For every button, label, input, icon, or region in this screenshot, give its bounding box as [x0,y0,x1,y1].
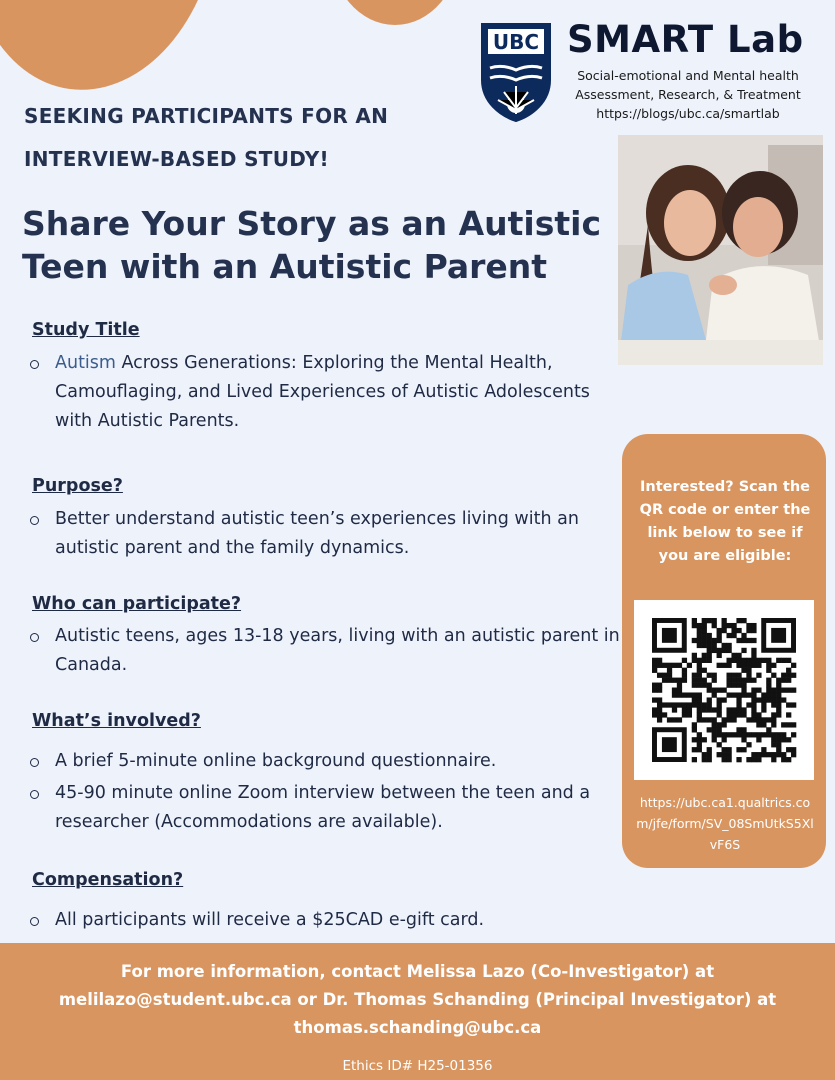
study-title-heading: Study Title [32,320,140,340]
seeking-line-2: INTERVIEW-BASED STUDY! [24,147,329,171]
lab-subtitle [565,66,811,123]
involved-list [30,747,620,840]
participants-photo [618,135,823,365]
lab-subtitle-line-1: Social-emotional and Mental health [577,68,799,83]
lab-url[interactable]: https://blogs/ubc.ca/smartlab [596,106,780,121]
lab-subtitle-line-2: Assessment, Research, & Treatment [575,87,801,102]
contact-info [40,958,795,1042]
contact-line-1: For more information, contact Melissa Lazo (Co-Investigator) at [120,962,715,981]
list-item: A brief 5-minute online background questionnaire. [30,747,620,776]
study-title-list [30,349,620,439]
involved-heading: What’s involved? [32,711,201,731]
decorative-blob-left [0,0,225,106]
contact-line-3[interactable]: thomas.schanding@ubc.ca [293,1018,542,1037]
list-item [30,349,620,436]
qr-code-frame[interactable] [634,600,814,780]
who-heading: Who can participate? [32,594,242,614]
qr-code-icon[interactable] [634,600,814,780]
ubc-logo-text: UBC [492,30,540,54]
seeking-participants-heading [24,95,484,181]
survey-link[interactable]: https://ubc.ca1.qualtrics.com/jfe/form/SV_08SmUtkS5XlvF6S [636,795,814,852]
list-item: 45-90 minute online Zoom interview between the teen and a researcher (Accommodations are available). [30,779,620,837]
headline-line-2: Teen with an Autistic Parent [22,247,548,286]
page-headline [22,202,622,288]
list-item: All participants will receive a $25CAD e-gift card. [30,906,620,935]
seeking-line-1: SEEKING PARTICIPANTS FOR AN [24,104,389,128]
list-item: Autistic teens, ages 13-18 years, living with an autistic parent in Canada. [30,622,620,680]
decorative-blob-top [330,0,460,25]
compensation-list [30,906,620,938]
contact-line-2[interactable]: melilazo@student.ubc.ca or Dr. Thomas Schanding (Principal Investigator) at [58,990,777,1009]
cta-text: Interested? Scan the QR code or enter the link below to see if you are eligible: [639,479,811,564]
purpose-list [30,505,620,566]
headline-line-1: Share Your Story as an Autistic [22,204,602,243]
who-list [30,622,620,683]
purpose-heading: Purpose? [32,476,123,496]
lab-name: SMART Lab [567,18,804,61]
list-item: Better understand autistic teen’s experiences living with an autistic parent and the family dynamics. [30,505,620,563]
study-title-accent: Autism [55,353,116,373]
compensation-heading: Compensation? [32,870,184,890]
ethics-id: Ethics ID# H25-01356 [342,1058,493,1074]
ubc-logo [480,22,552,122]
study-title-text: Across Generations: Exploring the Mental Health, Camouflaging, and Lived Experiences of Autistic Adolescents with Autistic Parents. [55,353,590,431]
